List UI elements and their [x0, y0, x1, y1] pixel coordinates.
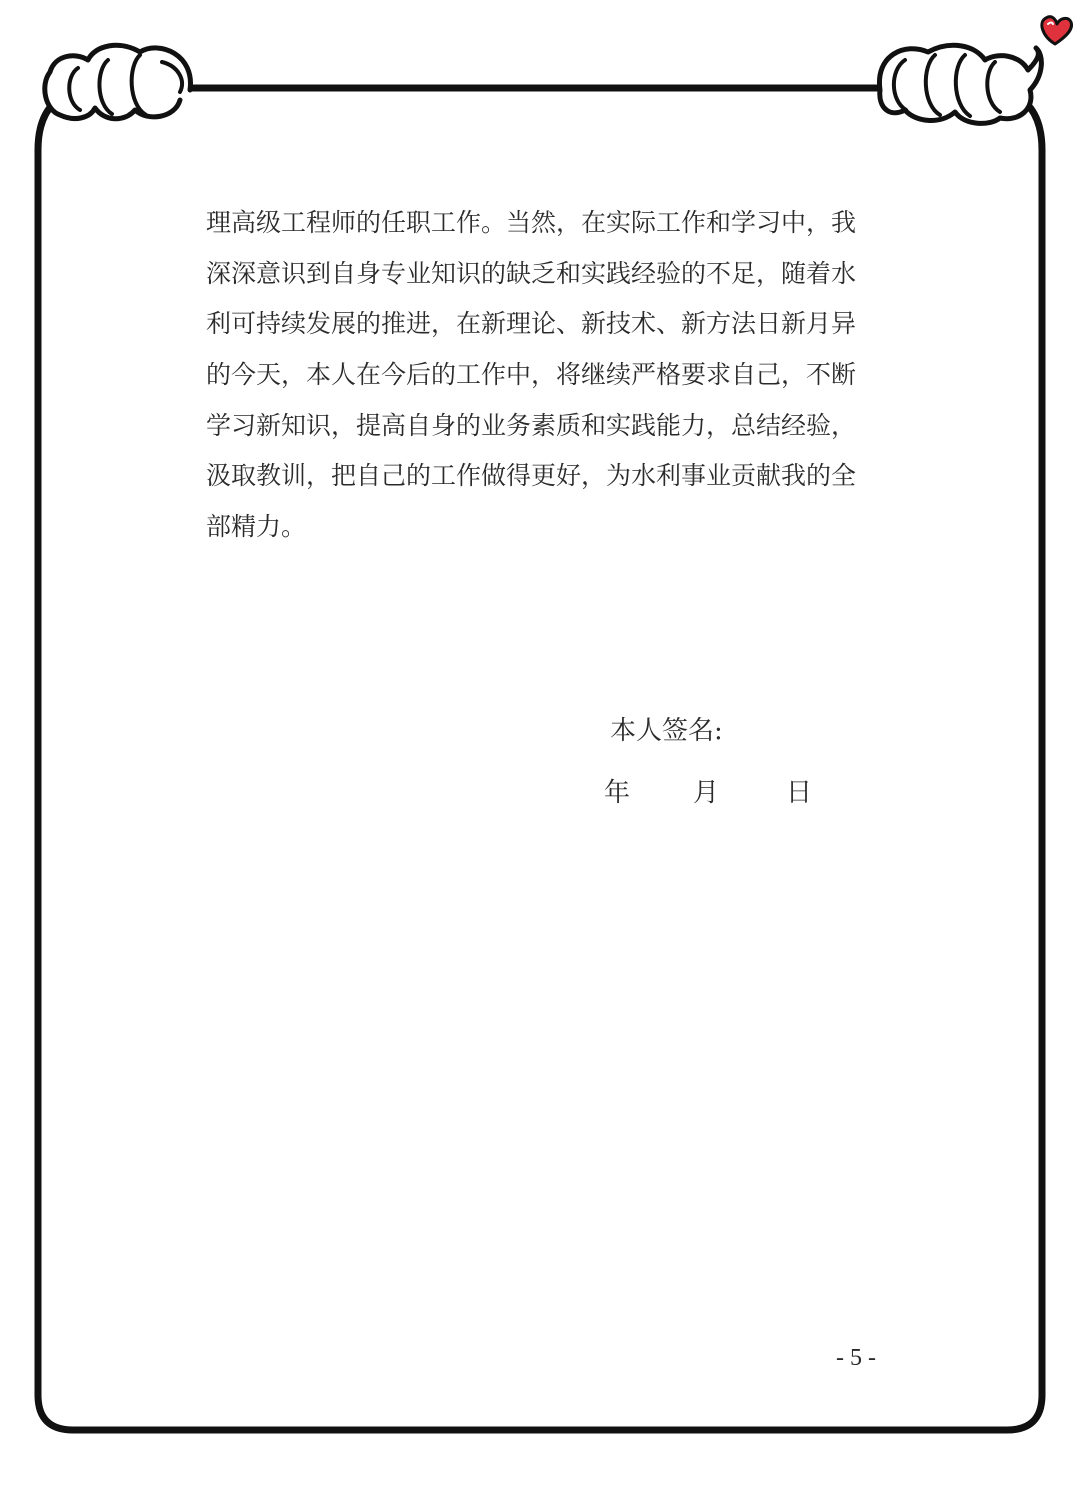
- date-month-label: 月: [693, 778, 720, 808]
- right-scroll-curl-icon: [879, 45, 1041, 123]
- body-line: 汲取教训，把自己的工作做得更好，为水利事业贡献我的全: [206, 461, 857, 491]
- body-line: 部精力。: [206, 512, 307, 542]
- date-year-label: 年: [604, 778, 631, 808]
- left-scroll-curl-icon: [45, 45, 191, 118]
- body-line: 利可持续发展的推进，在新理论、新技术、新方法日新月异: [206, 309, 857, 339]
- body-paragraph: [206, 198, 878, 553]
- date-day-label: 日: [786, 778, 813, 808]
- body-line: 深深意识到自身专业知识的缺乏和实践经验的不足，随着水: [206, 258, 857, 288]
- body-line: 理高级工程师的任职工作。当然，在实际工作和学习中，我: [206, 208, 857, 237]
- body-line: 的今天，本人在今后的工作中，将继续严格要求自己，不断: [206, 360, 857, 390]
- body-line: 学习新知识，提高自身的业务素质和实践能力，总结经验，: [206, 410, 857, 440]
- signature-label: 本人签名:: [610, 716, 723, 746]
- heart-icon: [1042, 17, 1072, 44]
- page-number: - 5 -: [836, 1345, 876, 1371]
